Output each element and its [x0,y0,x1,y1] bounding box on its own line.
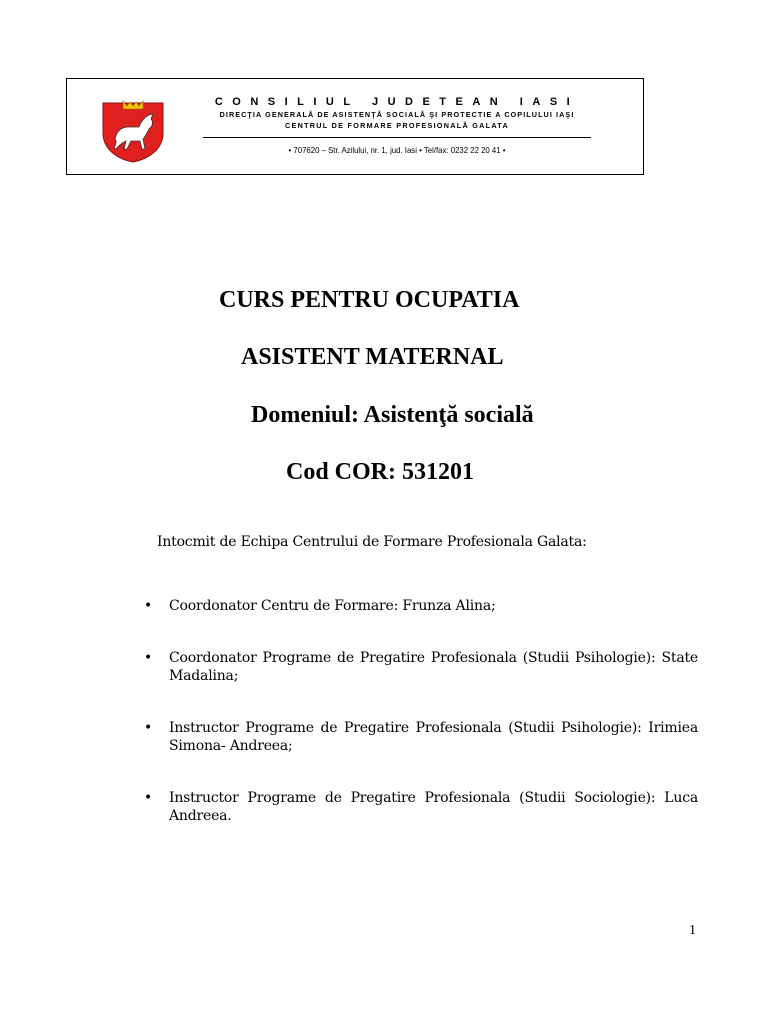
bullet-icon: • [144,598,153,614]
letterhead-text [203,95,591,156]
list-item [142,597,698,615]
authors-intro: Intocmit de Echipa Centrului de Formare Profesionala Galata: [157,534,587,550]
team-member: Coordonator Centru de Formare: Frunza Alina; [169,598,496,614]
bullet-icon: • [144,720,153,736]
list-item [142,649,698,685]
team-list [142,597,698,859]
list-item [142,789,698,825]
team-member: Coordonator Programe de Pregatire Profesionala (Studii Psihologie): State Madalina; [169,650,698,684]
county-crest-icon [101,99,165,163]
bullet-icon: • [144,790,153,806]
directorate-name: DIRECŢIA GENERALĂ DE ASISTENŢĂ SOCIALĂ ŞI PROTECTIE A COPILULUI IAŞI [219,110,575,119]
team-member: Instructor Programe de Pregatire Profesionala (Studii Psihologie): Irimiea Simona- Andreea; [169,720,698,754]
course-title: CURS PENTRU OCUPATIA [219,287,520,313]
bullet-icon: • [144,650,153,666]
letterhead-divider [203,137,591,138]
center-name: CENTRUL DE FORMARE PROFESIONALĂ GALATA [285,121,509,130]
cor-code-title: Cod COR: 531201 [286,459,475,485]
letterhead [66,78,644,175]
council-name: CONSILIUL JUDETEAN IASI [214,96,580,108]
page-number: 1 [689,923,696,938]
contact-address: • 707620 – Str. Azilului, nr. 1, jud. Iasi • Tel/fax: 0232 22 20 41 • [288,146,506,155]
team-member: Instructor Programe de Pregatire Profesionala (Studii Sociologie): Luca Andreea. [169,790,698,824]
domain-title: Domeniul: Asistenţă socială [251,402,534,428]
list-item [142,719,698,755]
occupation-title: ASISTENT MATERNAL [241,344,504,370]
